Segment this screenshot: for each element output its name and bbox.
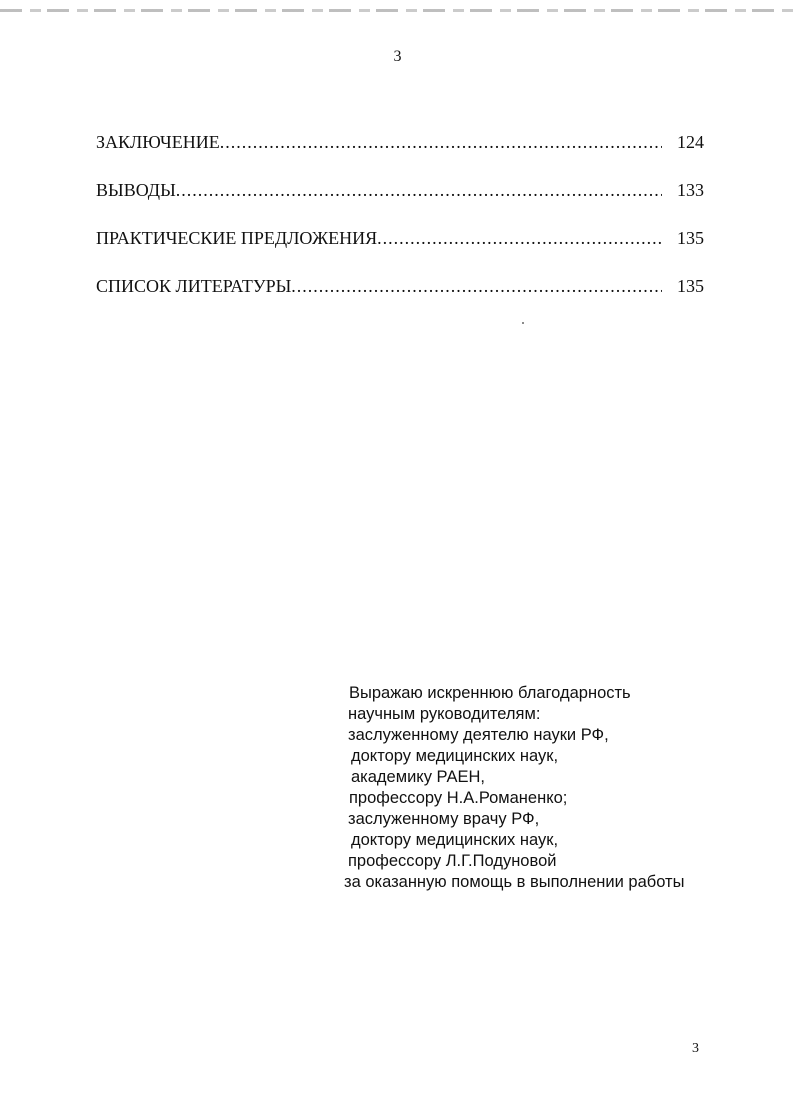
- toc-entry-page: 133: [677, 180, 704, 200]
- toc-entry-page: 135: [677, 276, 704, 296]
- toc-entry-references: [96, 274, 704, 298]
- acknowledgement-line: академику РАЕН,: [351, 768, 485, 786]
- toc-entry-practical-proposals: [96, 226, 704, 250]
- scan-edge-artifact: [0, 9, 795, 12]
- toc-leader-dots: [377, 226, 662, 250]
- page-number-top: 3: [393, 48, 402, 65]
- acknowledgement-line: доктору медицинских наук,: [351, 747, 559, 765]
- scan-speck: [522, 322, 524, 324]
- acknowledgement-line: за оказанную помощь в выполнении работы: [344, 873, 685, 891]
- toc-entry-findings: [96, 178, 704, 202]
- acknowledgement-line: заслуженному врачу РФ,: [348, 810, 540, 828]
- acknowledgement-line: профессору Н.А.Романенко;: [349, 789, 568, 807]
- toc-entry-page: 135: [677, 228, 704, 248]
- acknowledgement-line: заслуженному деятелю науки РФ,: [348, 726, 609, 744]
- toc-leader-dots: [176, 178, 662, 202]
- toc-entry-title: ПРАКТИЧЕСКИЕ ПРЕДЛОЖЕНИЯ: [96, 228, 378, 248]
- acknowledgement-line: профессору Л.Г.Подуновой: [348, 852, 557, 870]
- acknowledgement-line: научным руководителям:: [348, 705, 541, 723]
- toc-leader-dots: [291, 274, 662, 298]
- acknowledgement-line: доктору медицинских наук,: [351, 831, 559, 849]
- toc-entry-title: СПИСОК ЛИТЕРАТУРЫ: [96, 276, 292, 296]
- toc-leader-dots: [220, 130, 662, 154]
- toc-entry-title: ВЫВОДЫ: [96, 180, 176, 200]
- toc-entry-conclusion: [96, 130, 704, 154]
- acknowledgement-line: Выражаю искреннюю благодарность: [349, 684, 631, 702]
- toc-entry-title: ЗАКЛЮЧЕНИЕ: [96, 132, 220, 152]
- page-number-bottom: 3: [692, 1041, 699, 1056]
- table-of-contents: [96, 130, 704, 322]
- toc-entry-page: 124: [677, 132, 704, 152]
